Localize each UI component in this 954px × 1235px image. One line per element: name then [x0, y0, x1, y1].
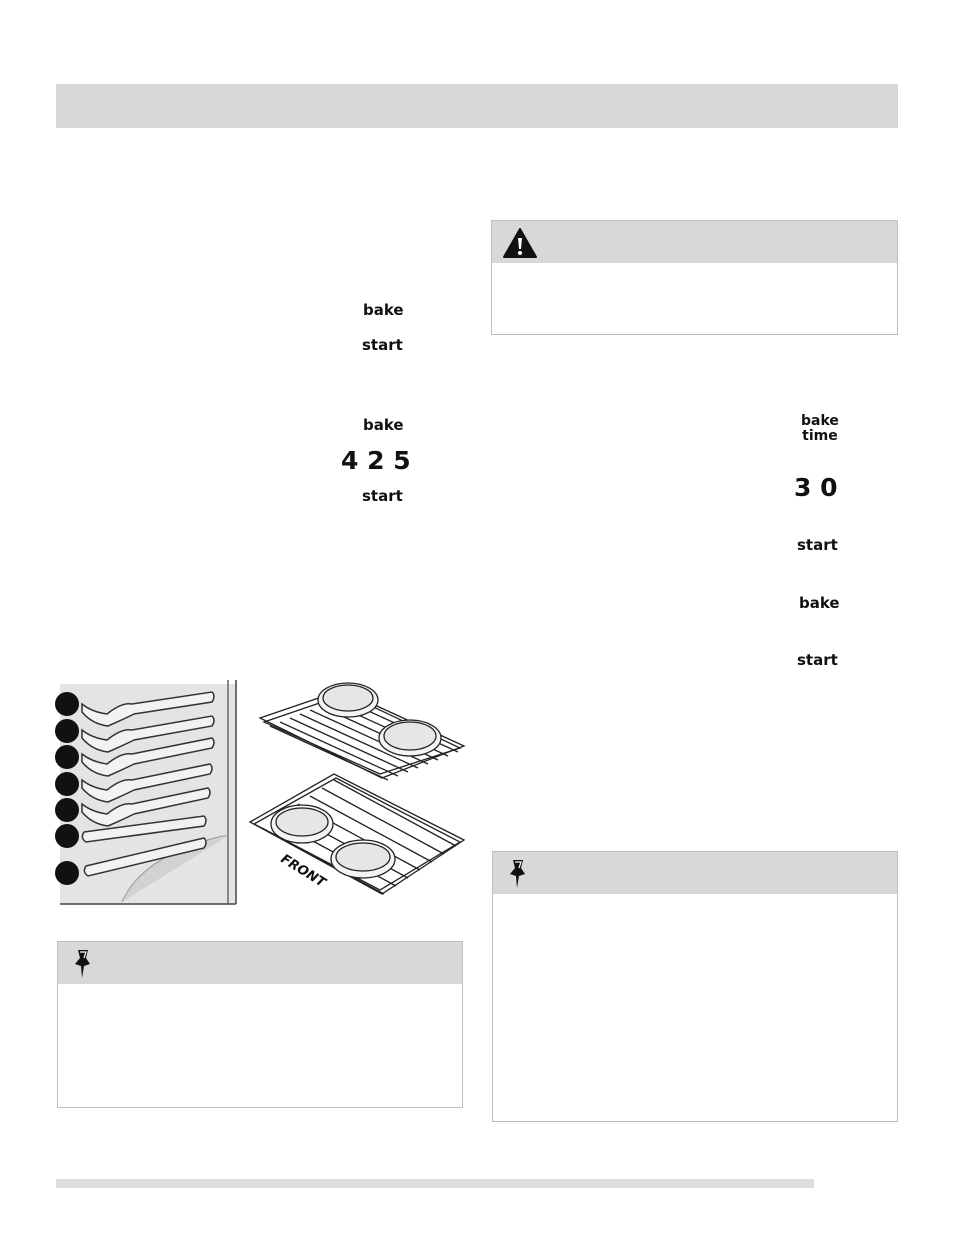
- note-box-right: [492, 851, 898, 1122]
- bake-time-digits: 3 0: [794, 473, 838, 502]
- note-box-header: [493, 852, 897, 894]
- note-box-left: [57, 941, 463, 1108]
- rack-front-label: FRONT: [277, 851, 328, 891]
- page-header-bar: [56, 84, 898, 128]
- oven-rack-figure: [52, 676, 472, 908]
- oven-rack-illustration: [52, 676, 472, 908]
- bake-key-label: bake: [799, 594, 840, 612]
- pushpin-icon: [72, 948, 96, 980]
- temperature-digits: 4 2 5: [341, 446, 411, 475]
- page-footer-bar: [56, 1179, 814, 1188]
- upper-rack-drawing: [260, 683, 464, 780]
- start-key-label: start: [797, 651, 838, 669]
- lower-rack-drawing: [250, 774, 464, 894]
- start-key-label: start: [362, 336, 403, 354]
- warning-box: [491, 220, 898, 335]
- warning-triangle-icon: [502, 227, 538, 259]
- oven-interior-drawing: [55, 680, 236, 904]
- start-key-label: start: [797, 536, 838, 554]
- bake-key-label: bake: [363, 301, 404, 319]
- note-box-header: [58, 942, 462, 984]
- bake-key-label: bake: [363, 416, 404, 434]
- bake-time-key-label: bake time: [801, 413, 839, 444]
- warning-box-header: [492, 221, 897, 263]
- start-key-label: start: [362, 487, 403, 505]
- pushpin-icon: [507, 858, 531, 890]
